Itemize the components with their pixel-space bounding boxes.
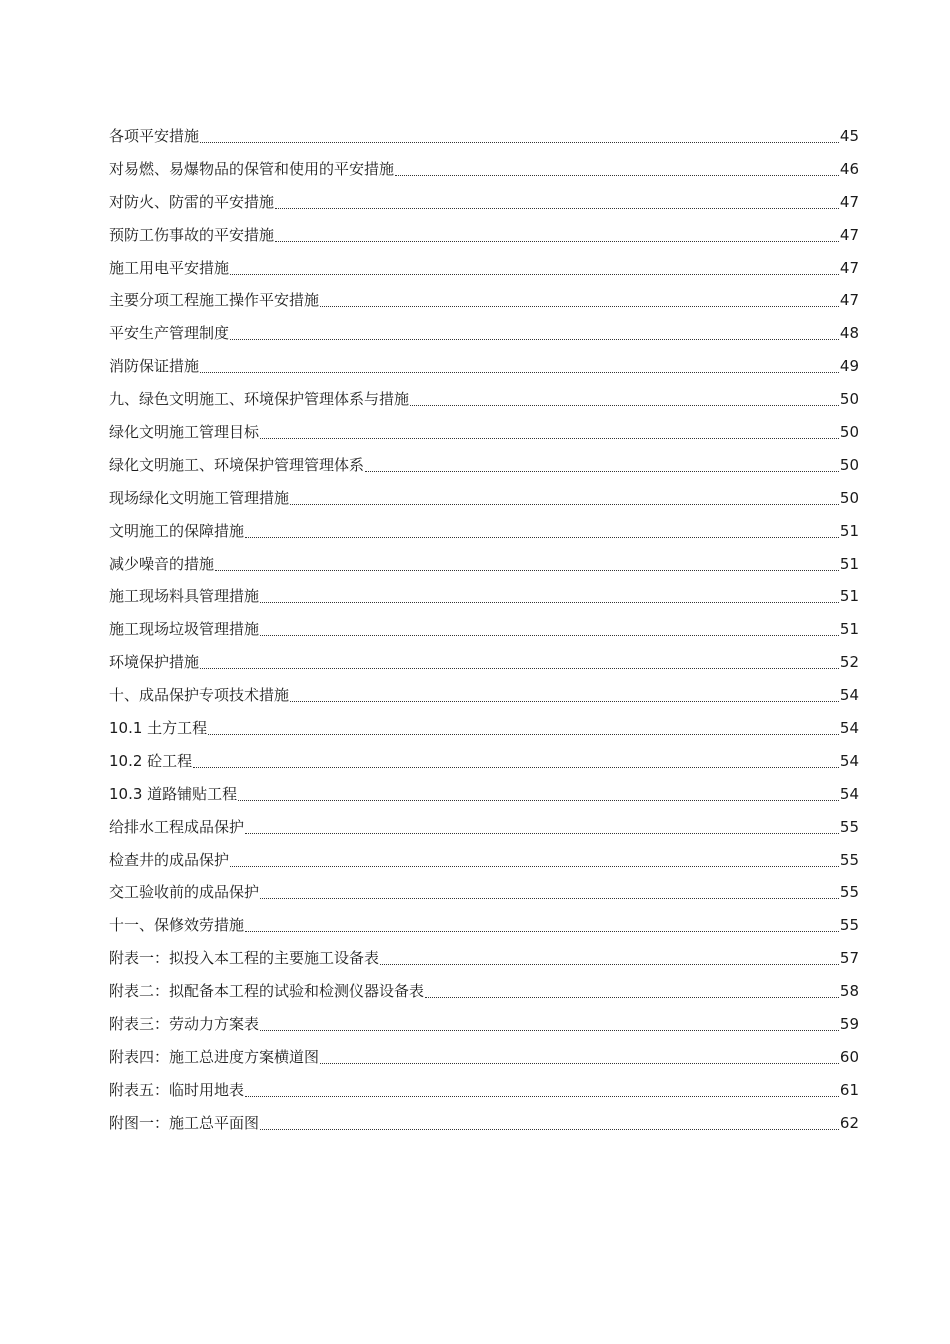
toc-dot-leader <box>200 142 839 143</box>
toc-dot-leader <box>365 471 839 472</box>
toc-entry-title: 减少噪音的措施 <box>109 554 215 573</box>
toc-entry-title: 附图一：施工总平面图 <box>109 1113 260 1132</box>
toc-entry[interactable] <box>109 284 859 317</box>
toc-entry-page-number: 51 <box>839 587 859 606</box>
toc-dot-leader <box>200 372 839 373</box>
toc-dot-leader <box>320 1063 839 1064</box>
toc-dot-leader <box>260 1030 839 1031</box>
toc-dot-leader <box>238 800 839 801</box>
toc-entry[interactable] <box>109 975 859 1008</box>
toc-entry-page-number: 48 <box>839 324 859 343</box>
toc-dot-leader <box>260 635 839 636</box>
toc-entry[interactable] <box>109 745 859 778</box>
toc-entry-title: 九、绿色文明施工、环境保护管理体系与措施 <box>109 390 410 409</box>
toc-entry[interactable] <box>109 613 859 646</box>
toc-entry-page-number: 50 <box>839 390 859 409</box>
toc-entry-title: 附表二：拟配备本工程的试验和检测仪器设备表 <box>109 982 425 1001</box>
toc-dot-leader <box>380 964 839 965</box>
toc-entry[interactable] <box>109 120 859 153</box>
toc-entry[interactable] <box>109 811 859 844</box>
toc-entry-page-number: 54 <box>839 751 859 770</box>
toc-dot-leader <box>260 602 839 603</box>
toc-entry-title: 平安生产管理制度 <box>109 324 230 343</box>
toc-entry[interactable] <box>109 580 859 613</box>
toc-entry-page-number: 60 <box>839 1047 859 1066</box>
toc-entry[interactable] <box>109 449 859 482</box>
toc-dot-leader <box>245 833 839 834</box>
toc-dot-leader <box>208 734 839 735</box>
toc-entry-page-number: 47 <box>839 225 859 244</box>
toc-dot-leader <box>260 1129 839 1130</box>
toc-dot-leader <box>290 701 839 702</box>
toc-entry[interactable] <box>109 876 859 909</box>
toc-entry[interactable] <box>109 1041 859 1074</box>
toc-entry[interactable] <box>109 844 859 877</box>
toc-entry-title: 绿化文明施工管理目标 <box>109 423 260 442</box>
toc-entry-page-number: 50 <box>839 488 859 507</box>
toc-entry-page-number: 62 <box>839 1113 859 1132</box>
toc-dot-leader <box>245 931 839 932</box>
toc-entry-title: 十一、保修效劳措施 <box>109 916 245 935</box>
table-of-contents <box>109 120 859 1140</box>
toc-entry[interactable] <box>109 1008 859 1041</box>
toc-entry-title: 消防保证措施 <box>109 357 200 376</box>
toc-entry-title: 对防火、防雷的平安措施 <box>109 192 275 211</box>
toc-dot-leader <box>230 866 839 867</box>
toc-entry-page-number: 54 <box>839 784 859 803</box>
toc-entry-page-number: 50 <box>839 455 859 474</box>
toc-entry-page-number: 52 <box>839 653 859 672</box>
toc-entry-title: 10.1 土方工程 <box>109 719 208 738</box>
toc-entry-page-number: 45 <box>839 127 859 145</box>
toc-entry-title: 绿化文明施工、环境保护管理管理体系 <box>109 455 365 474</box>
toc-entry-page-number: 59 <box>839 1015 859 1034</box>
toc-entry[interactable] <box>109 317 859 350</box>
toc-entry-page-number: 47 <box>839 258 859 277</box>
toc-dot-leader <box>410 405 839 406</box>
toc-entry-title: 给排水工程成品保护 <box>109 817 245 836</box>
toc-entry[interactable] <box>109 383 859 416</box>
toc-entry[interactable] <box>109 778 859 811</box>
toc-entry-page-number: 61 <box>839 1080 859 1099</box>
toc-entry[interactable] <box>109 646 859 679</box>
toc-entry-title: 文明施工的保障措施 <box>109 521 245 540</box>
toc-dot-leader <box>260 898 839 899</box>
toc-entry[interactable] <box>109 153 859 186</box>
toc-dot-leader <box>260 438 839 439</box>
toc-entry-page-number: 51 <box>839 554 859 573</box>
toc-entry-page-number: 58 <box>839 982 859 1001</box>
toc-entry[interactable] <box>109 482 859 515</box>
toc-entry[interactable] <box>109 515 859 548</box>
toc-entry-title: 10.3 道路铺贴工程 <box>109 784 238 803</box>
toc-entry-page-number: 49 <box>839 357 859 376</box>
toc-entry-title: 对易燃、易爆物品的保管和使用的平安措施 <box>109 159 395 178</box>
toc-dot-leader <box>193 767 839 768</box>
toc-entry-title: 交工验收前的成品保护 <box>109 883 260 902</box>
toc-entry-title: 检查井的成品保护 <box>109 850 230 869</box>
toc-entry-page-number: 55 <box>839 916 859 935</box>
toc-entry-page-number: 51 <box>839 521 859 540</box>
toc-dot-leader <box>290 504 839 505</box>
toc-entry[interactable] <box>109 712 859 745</box>
toc-entry-page-number: 55 <box>839 883 859 902</box>
toc-entry-title: 施工用电平安措施 <box>109 258 230 277</box>
toc-entry-page-number: 50 <box>839 423 859 442</box>
toc-entry[interactable] <box>109 1074 859 1107</box>
toc-entry-title: 主要分项工程施工操作平安措施 <box>109 291 320 310</box>
toc-entry-page-number: 47 <box>839 291 859 310</box>
toc-entry-page-number: 51 <box>839 620 859 639</box>
toc-dot-leader <box>230 274 839 275</box>
toc-entry[interactable] <box>109 416 859 449</box>
toc-entry-title: 十、成品保护专项技术措施 <box>109 686 290 705</box>
toc-entry-title: 现场绿化文明施工管理措施 <box>109 488 290 507</box>
toc-entry[interactable] <box>109 679 859 712</box>
toc-entry[interactable] <box>109 909 859 942</box>
toc-dot-leader <box>395 175 839 176</box>
toc-entry-page-number: 47 <box>839 192 859 211</box>
toc-entry[interactable] <box>109 350 859 383</box>
toc-entry[interactable] <box>109 186 859 219</box>
toc-dot-leader <box>245 537 839 538</box>
toc-dot-leader <box>200 668 839 669</box>
toc-dot-leader <box>230 339 839 340</box>
toc-entry[interactable] <box>109 548 859 581</box>
toc-entry[interactable] <box>109 219 859 252</box>
toc-entry-title: 预防工伤事故的平安措施 <box>109 225 275 244</box>
toc-entry-title: 施工现场垃圾管理措施 <box>109 620 260 639</box>
toc-entry-page-number: 54 <box>839 719 859 738</box>
toc-entry-title: 环境保护措施 <box>109 653 200 672</box>
toc-dot-leader <box>320 306 839 307</box>
toc-entry-title: 附表五：临时用地表 <box>109 1080 245 1099</box>
toc-entry-page-number: 57 <box>839 949 859 968</box>
toc-entry-title: 各项平安措施 <box>109 127 200 145</box>
toc-dot-leader <box>275 208 839 209</box>
toc-entry-page-number: 54 <box>839 686 859 705</box>
toc-entry-page-number: 55 <box>839 850 859 869</box>
toc-entry-page-number: 46 <box>839 159 859 178</box>
toc-dot-leader <box>425 997 839 998</box>
toc-dot-leader <box>275 241 839 242</box>
toc-entry-title: 施工现场料具管理措施 <box>109 587 260 606</box>
toc-entry[interactable] <box>109 1107 859 1140</box>
toc-entry-title: 附表三：劳动力方案表 <box>109 1015 260 1034</box>
toc-entry-title: 10.2 砼工程 <box>109 751 193 770</box>
toc-dot-leader <box>245 1096 839 1097</box>
toc-entry[interactable] <box>109 942 859 975</box>
toc-dot-leader <box>215 570 839 571</box>
toc-entry-title: 附表四：施工总进度方案横道图 <box>109 1047 320 1066</box>
toc-entry-page-number: 55 <box>839 817 859 836</box>
toc-entry[interactable] <box>109 252 859 285</box>
toc-entry-title: 附表一：拟投入本工程的主要施工设备表 <box>109 949 380 968</box>
